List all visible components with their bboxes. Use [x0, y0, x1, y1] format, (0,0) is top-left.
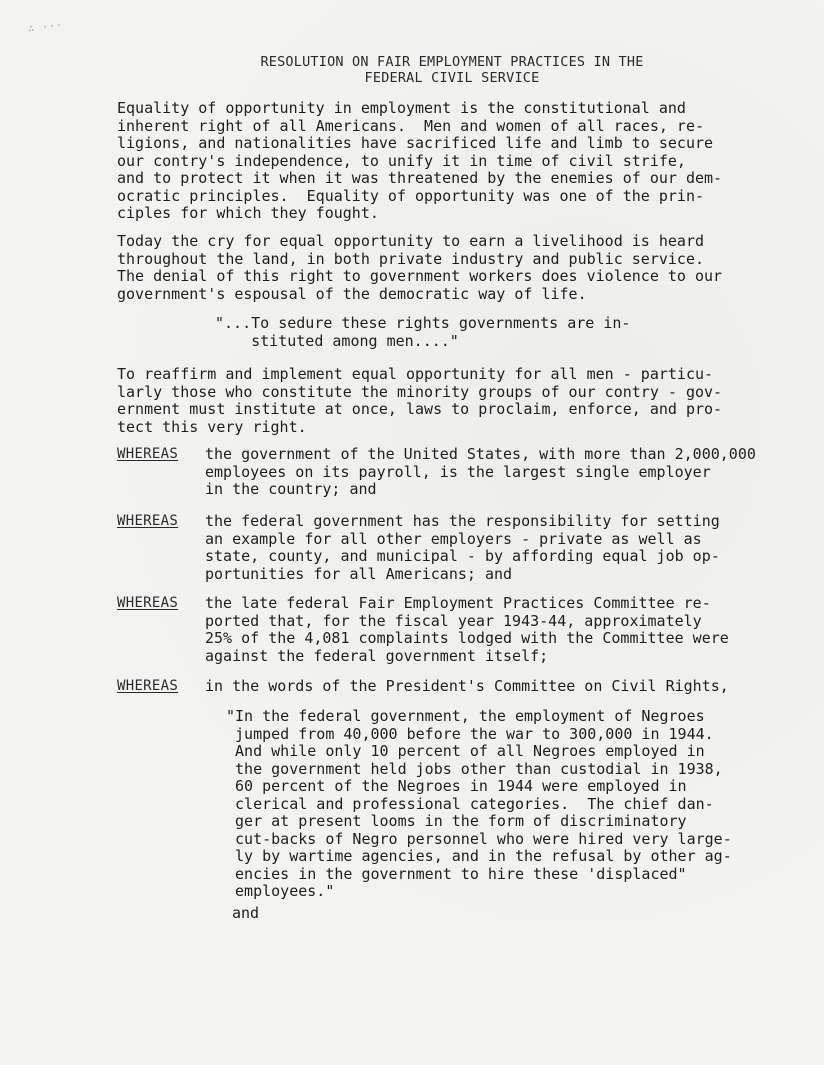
quotation-governments: "...To sedure these rights governments are in- stituted among men....": [215, 314, 631, 350]
whereas-label: WHEREAS: [117, 678, 179, 694]
whereas-clause-3: [117, 595, 807, 667]
paragraph-equality: Equality of opportunity in employment is the constitutional and inherent right of all Americans. Men and women of all races, re- ligions, and nationalities have sacrificed life and limb to secure our contry's independence, to unify it in time of civil strife, and to protect it when it was threatened by the enemies of our dem- ocratic principles. Equality of opportunity was one of the prin- ciples for which they fought.: [117, 99, 723, 222]
whereas-clause-2: [117, 513, 807, 585]
paragraph-equal-opportunity: Today the cry for equal opportunity to earn a livelihood is heard throughout the land, in both private industry and public service. The denial of this right to government workers does violence to our government's espousal of the democratic way of life.: [117, 232, 723, 303]
whereas-text: the federal government has the responsibility for setting an example for all other employers - private as well as state, county, and municipal - by affording equal job op- portunities for all Americans; and: [205, 512, 720, 583]
whereas-label: WHEREAS: [117, 513, 179, 529]
corner-handwritten-mark: ∴ ···: [27, 20, 64, 35]
closing-and: and: [232, 904, 260, 922]
title-line-1: RESOLUTION ON FAIR EMPLOYMENT PRACTICES IN THE: [260, 54, 644, 70]
whereas-clause-4: [117, 678, 807, 698]
document-title: [40, 54, 824, 86]
whereas-label: WHEREAS: [117, 595, 179, 611]
whereas-text: in the words of the President's Committee on Civil Rights,: [205, 677, 729, 695]
paragraph-reaffirm: To reaffirm and implement equal opportunity for all men - particu- larly those who constitute the minority groups of our contry - gov- ernment must institute at once, laws to proclaim, enforce, and pro- tect this very right.: [117, 365, 723, 436]
whereas-text: the late federal Fair Employment Practices Committee re- ported that, for the fiscal year 1943-44, approximately 25% of the 4,081 complaints lodged with the Committee were against the federal government itself;: [205, 594, 729, 665]
whereas-clause-1: [117, 446, 807, 500]
quotation-civil-rights-committee: "In the federal government, the employment of Negroes jumped from 40,000 before the war to 300,000 in 1944. And while only 10 percent of all Negroes employed in the government held jobs other than custodial in 1938, 60 percent of the Negroes in 1944 were employed in clerical and professional categories. The chief dan- ger at present looms in the form of discriminatory cut-backs of Negro personnel who were hired very large- ly by wartime agencies, and in the refusal by other ag- encies in the government to hire these 'displaced" employees.": [226, 707, 732, 900]
whereas-label: WHEREAS: [117, 446, 179, 462]
title-line-2: FEDERAL CIVIL SERVICE: [364, 70, 540, 86]
whereas-text: the government of the United States, with more than 2,000,000 employees on its payroll, is the largest single employer in the country; and: [205, 445, 756, 498]
